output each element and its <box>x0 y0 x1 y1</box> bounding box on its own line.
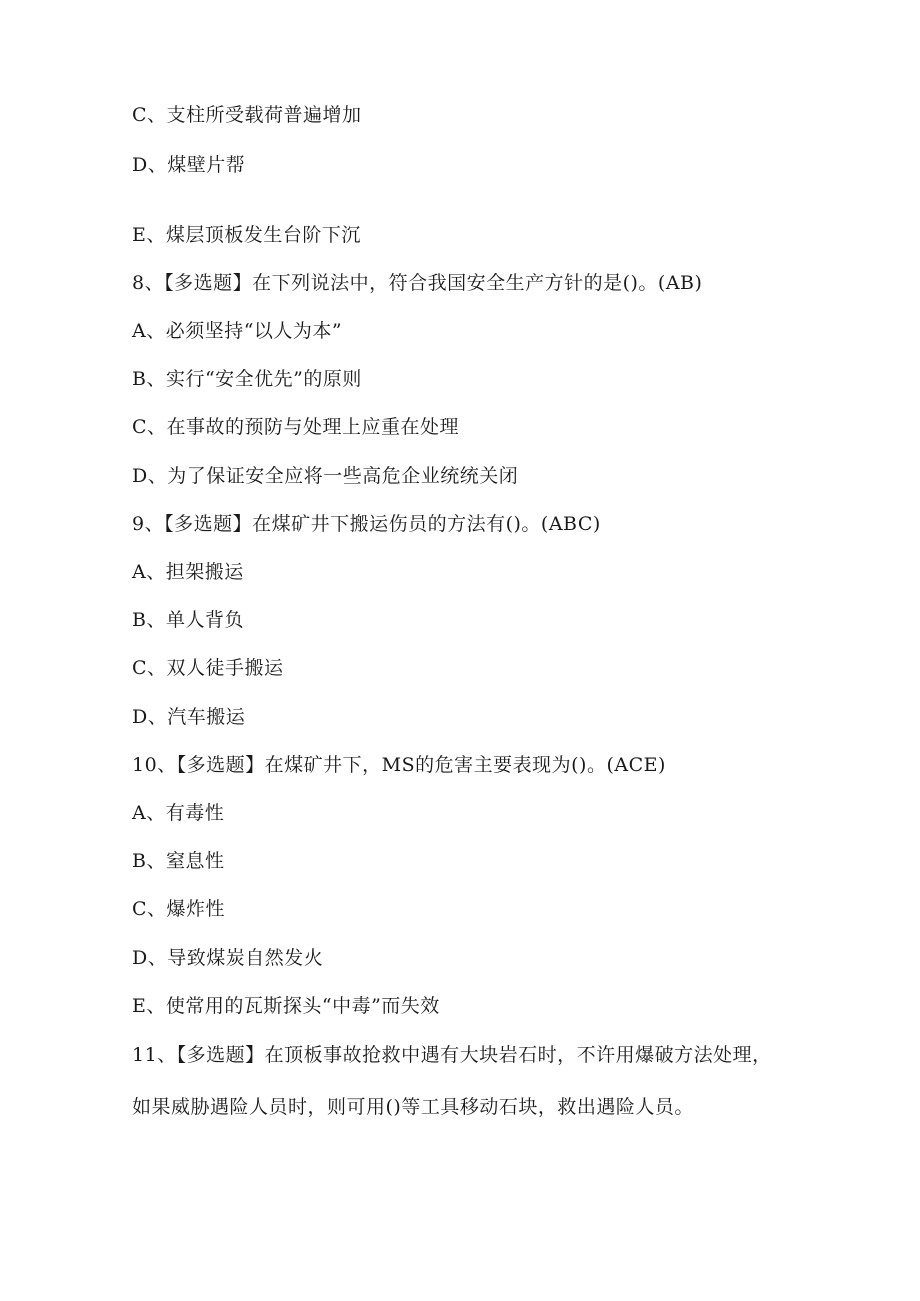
option-a-q8: A、必须坚持“以人为本” <box>132 320 343 342</box>
option-c-q8: C、在事故的预防与处理上应重在处理 <box>132 416 460 438</box>
option-e-q10: E、使常用的瓦斯探头“中毒”而失效 <box>132 995 440 1017</box>
question-10: 10、【多选题】在煤矿井下，MS的危害主要表现为()。(ACE) <box>132 754 666 776</box>
option-e-q7: E、煤层顶板发生台阶下沉 <box>132 224 361 246</box>
option-a-q10: A、有毒性 <box>132 802 225 824</box>
option-a-q9: A、担架搬运 <box>132 561 244 583</box>
option-b-q9: B、单人背负 <box>132 609 244 631</box>
option-c-q9: C、双人徒手搬运 <box>132 657 284 679</box>
question-9: 9、【多选题】在煤矿井下搬运伤员的方法有()。(ABC) <box>132 513 601 535</box>
option-c-q7: C、支柱所受载荷普遍增加 <box>132 104 362 126</box>
option-d-q10: D、导致煤炭自然发火 <box>132 947 324 969</box>
option-c-q10: C、爆炸性 <box>132 898 226 920</box>
question-11-line-2: 如果威胁遇险人员时，则可用()等工具移动石块，救出遇险人员。 <box>132 1096 694 1118</box>
option-d-q9: D、汽车搬运 <box>132 706 246 728</box>
option-b-q10: B、窒息性 <box>132 850 225 872</box>
question-8: 8、【多选题】在下列说法中，符合我国安全生产方针的是()。(AB) <box>132 272 703 294</box>
option-d-q8: D、为了保证安全应将一些高危企业统统关闭 <box>132 465 519 487</box>
question-11-line-1: 11、【多选题】在顶板事故抢救中遇有大块岩石时，不许用爆破方法处理， <box>132 1044 772 1066</box>
option-d-q7: D、煤壁片帮 <box>132 154 246 176</box>
option-b-q8: B、实行“安全优先”的原则 <box>132 368 362 390</box>
